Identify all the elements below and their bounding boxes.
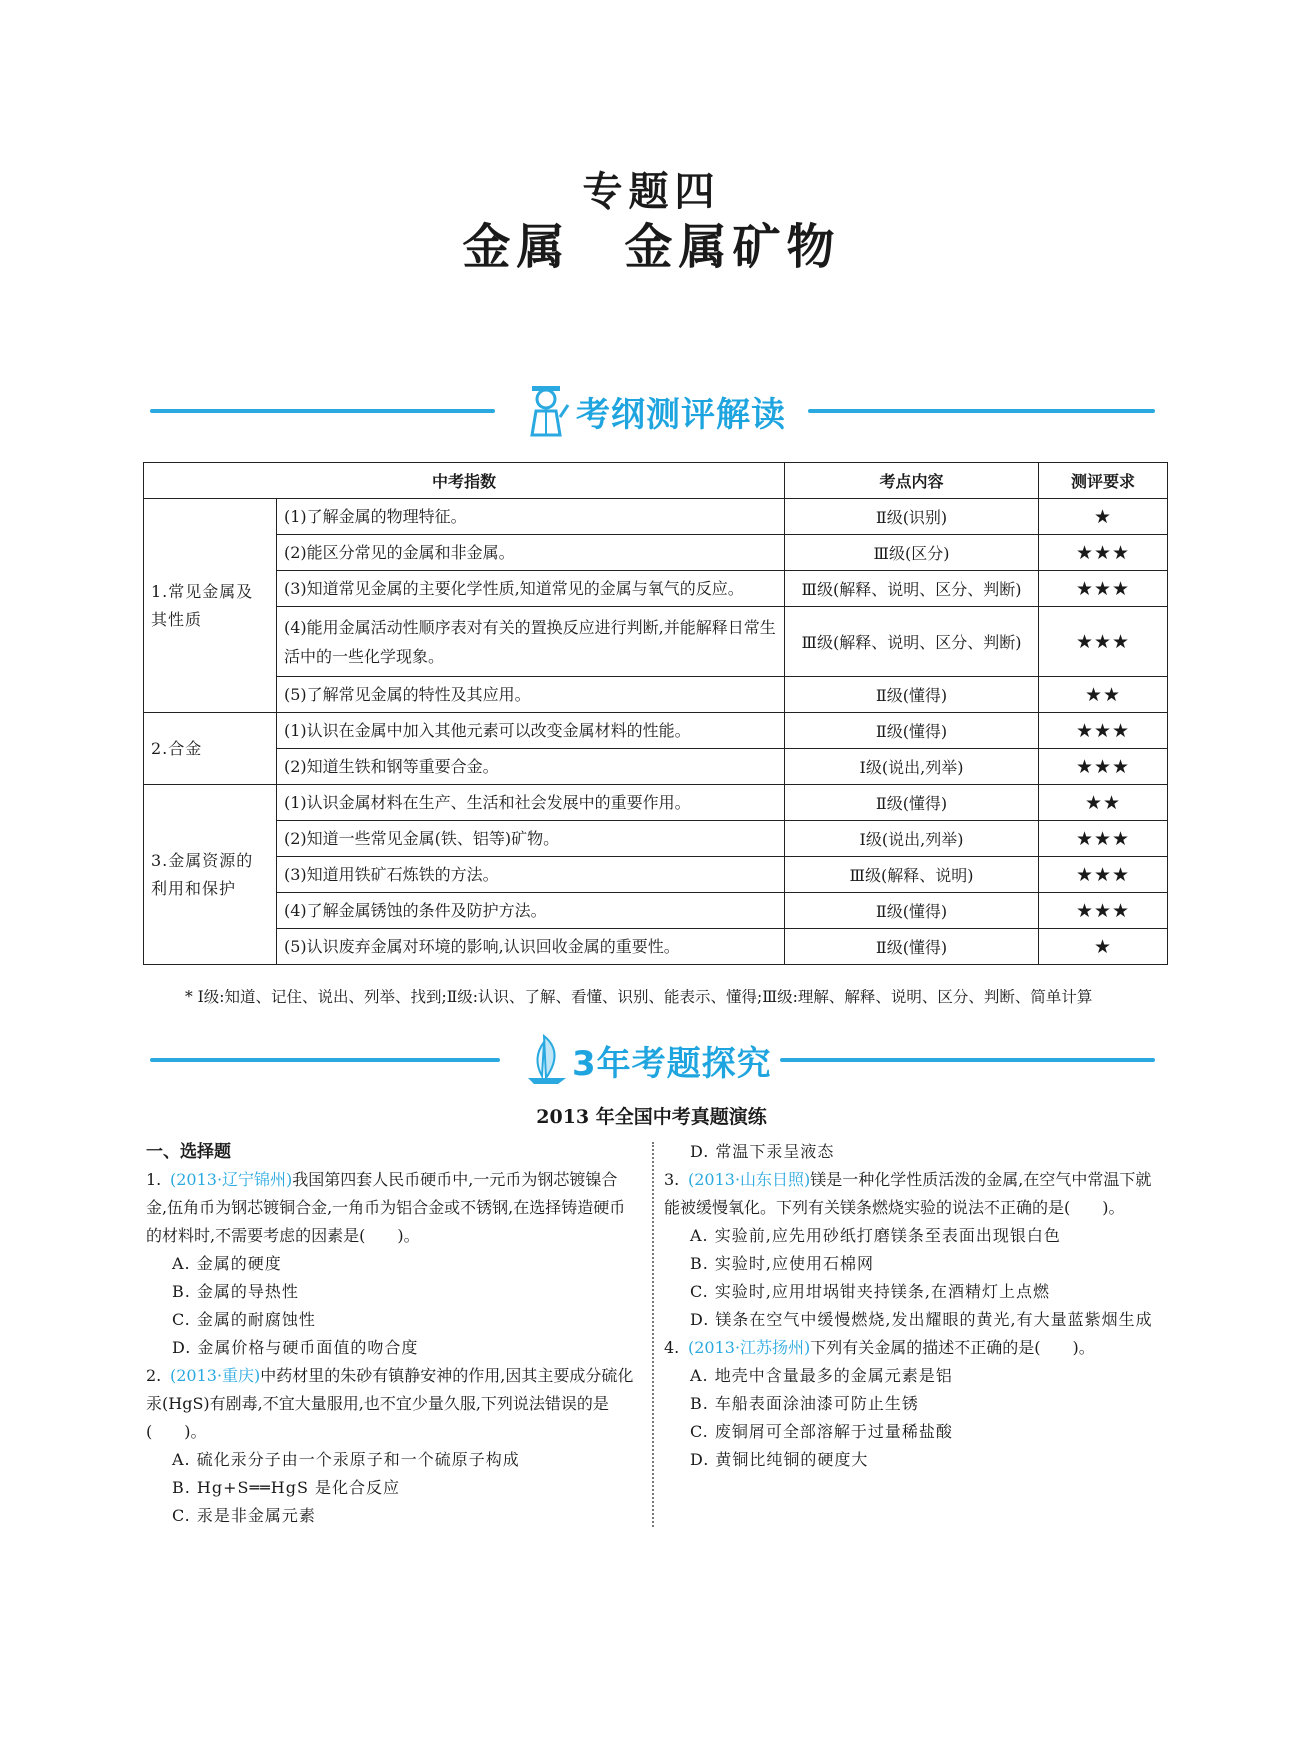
col-header-content: 考点内容 bbox=[785, 463, 1039, 499]
option-d[interactable]: D. 黄铜比纯铜的硬度大 bbox=[690, 1450, 869, 1469]
table-header-row bbox=[144, 463, 1168, 499]
option-a[interactable]: A. 地壳中含量最多的金属元素是铝 bbox=[690, 1366, 953, 1385]
column-divider bbox=[652, 1142, 654, 1527]
star-rating: ★★★ bbox=[1039, 749, 1168, 785]
question-source: (2013·江苏扬州) bbox=[688, 1338, 811, 1357]
question-number: 4. bbox=[664, 1338, 680, 1357]
requirement-cell: (2)知道一些常见金属(铁、铝等)矿物。 bbox=[277, 821, 785, 857]
sailboat-icon bbox=[524, 1032, 570, 1090]
star-rating: ★★★ bbox=[1039, 535, 1168, 571]
level-cell: Ⅲ级(解释、说明、区分、判断) bbox=[785, 571, 1039, 607]
table-row bbox=[144, 857, 1168, 893]
level-cell: Ⅱ级(识别) bbox=[785, 499, 1039, 535]
level-cell: Ⅱ级(懂得) bbox=[785, 713, 1039, 749]
question-3 bbox=[664, 1166, 1158, 1222]
question-number: 1. bbox=[146, 1170, 162, 1189]
option-c[interactable]: C. 金属的耐腐蚀性 bbox=[172, 1310, 316, 1329]
star-rating: ★★★ bbox=[1039, 607, 1168, 677]
question-number: 3. bbox=[664, 1170, 680, 1189]
level-cell: Ⅲ级(区分) bbox=[785, 535, 1039, 571]
question-text: 中药材里的朱砂有镇静安神的作用,因其主要成分硫化汞(HgS)有剧毒,不宜大量服用,也不宜少量久服,下列说法错误的是( )。 bbox=[146, 1366, 634, 1441]
option-a[interactable]: A. 金属的硬度 bbox=[172, 1254, 282, 1273]
requirement-cell: (1)认识金属材料在生产、生活和社会发展中的重要作用。 bbox=[277, 785, 785, 821]
question-text: 下列有关金属的描述不正确的是( )。 bbox=[810, 1338, 1095, 1357]
question-source: (2013·重庆) bbox=[170, 1366, 261, 1385]
question-2 bbox=[146, 1362, 638, 1446]
table-row bbox=[144, 749, 1168, 785]
topic-number: 专题四 bbox=[582, 169, 721, 215]
syllabus-table bbox=[143, 462, 1168, 965]
table-row bbox=[144, 535, 1168, 571]
level-cell: Ⅲ级(解释、说明) bbox=[785, 857, 1039, 893]
question-source: (2013·辽宁锦州) bbox=[170, 1170, 293, 1189]
question-source: (2013·山东日照) bbox=[688, 1170, 811, 1189]
option-b[interactable]: B. Hg+S══HgS 是化合反应 bbox=[172, 1478, 401, 1497]
level-cell: Ⅰ级(说出,列举) bbox=[785, 749, 1039, 785]
requirement-cell: (5)认识废弃金属对环境的影响,认识回收金属的重要性。 bbox=[277, 929, 785, 965]
question-1 bbox=[146, 1166, 638, 1250]
part-heading: 一、选择题 bbox=[146, 1142, 231, 1162]
section-header-syllabus bbox=[150, 383, 1155, 439]
level-footnote: * Ⅰ级:知道、记住、说出、列举、找到;Ⅱ级:认识、了解、看懂、识别、能表示、懂得;Ⅲ级:理解、解释、说明、区分、判断、简单计算 bbox=[185, 988, 1093, 1006]
option-d[interactable]: D. 常温下汞呈液态 bbox=[690, 1142, 835, 1161]
requirement-cell: (2)能区分常见的金属和非金属。 bbox=[277, 535, 785, 571]
question-text: 镁是一种化学性质活泼的金属,在空气中常温下就能被缓慢氧化。下列有关镁条燃烧实验的说法不正确的是( )。 bbox=[664, 1170, 1152, 1217]
table-row bbox=[144, 571, 1168, 607]
question-text: 我国第四套人民币硬币中,一元币为钢芯镀镍合金,伍角币为钢芯镀铜合金,一角币为铝合金或不锈钢,在选择铸造硬币的材料时,不需要考虑的因素是( )。 bbox=[146, 1170, 626, 1245]
star-rating: ★★★ bbox=[1039, 893, 1168, 929]
level-cell: Ⅱ级(懂得) bbox=[785, 785, 1039, 821]
requirement-cell: (3)知道用铁矿石炼铁的方法。 bbox=[277, 857, 785, 893]
col-header-index: 中考指数 bbox=[144, 463, 785, 499]
star-rating: ★ bbox=[1039, 499, 1168, 535]
option-b[interactable]: B. 车船表面涂油漆可防止生锈 bbox=[690, 1394, 919, 1413]
table-row bbox=[144, 499, 1168, 535]
page-title: 金属 金属矿物 bbox=[462, 219, 841, 275]
requirement-cell: (4)能用金属活动性顺序表对有关的置换反应进行判断,并能解释日常生活中的一些化学现象。 bbox=[277, 607, 785, 677]
table-row bbox=[144, 821, 1168, 857]
left-column bbox=[146, 1138, 638, 1530]
category-cell: 1.常见金属及其性质 bbox=[144, 499, 277, 713]
scholar-icon bbox=[522, 383, 570, 441]
category-cell: 3.金属资源的利用和保护 bbox=[144, 785, 277, 965]
section-header-exams bbox=[150, 1032, 1155, 1088]
option-d[interactable]: D. 金属价格与硬币面值的吻合度 bbox=[172, 1338, 419, 1357]
star-rating: ★★★ bbox=[1039, 571, 1168, 607]
level-cell: Ⅱ级(懂得) bbox=[785, 893, 1039, 929]
option-c[interactable]: C. 汞是非金属元素 bbox=[172, 1506, 316, 1525]
star-rating: ★★★ bbox=[1039, 857, 1168, 893]
option-c[interactable]: C. 废铜屑可全部溶解于过量稀盐酸 bbox=[690, 1422, 953, 1441]
table-row bbox=[144, 785, 1168, 821]
table-row bbox=[144, 929, 1168, 965]
table-row bbox=[144, 713, 1168, 749]
requirement-cell: (2)知道生铁和钢等重要合金。 bbox=[277, 749, 785, 785]
star-rating: ★★ bbox=[1039, 677, 1168, 713]
question-4 bbox=[664, 1334, 1158, 1362]
option-b[interactable]: B. 实验时,应使用石棉网 bbox=[690, 1254, 875, 1273]
level-cell: Ⅱ级(懂得) bbox=[785, 677, 1039, 713]
star-rating: ★★★ bbox=[1039, 821, 1168, 857]
section-title: 3年考题探究 bbox=[572, 1044, 772, 1084]
level-cell: Ⅰ级(说出,列举) bbox=[785, 821, 1039, 857]
star-rating: ★★ bbox=[1039, 785, 1168, 821]
requirement-cell: (5)了解常见金属的特性及其应用。 bbox=[277, 677, 785, 713]
col-header-requirement: 测评要求 bbox=[1039, 463, 1168, 499]
right-column bbox=[664, 1138, 1158, 1474]
table-row bbox=[144, 677, 1168, 713]
option-a[interactable]: A. 实验前,应先用砂纸打磨镁条至表面出现银白色 bbox=[690, 1226, 1061, 1245]
requirement-cell: (1)了解金属的物理特征。 bbox=[277, 499, 785, 535]
practice-subtitle: 2013 年全国中考真题演练 bbox=[536, 1106, 767, 1128]
requirement-cell: (4)了解金属锈蚀的条件及防护方法。 bbox=[277, 893, 785, 929]
level-cell: Ⅱ级(懂得) bbox=[785, 929, 1039, 965]
option-b[interactable]: B. 金属的导热性 bbox=[172, 1282, 299, 1301]
category-cell: 2.合金 bbox=[144, 713, 277, 785]
requirement-cell: (1)认识在金属中加入其他元素可以改变金属材料的性能。 bbox=[277, 713, 785, 749]
question-number: 2. bbox=[146, 1366, 162, 1385]
level-cell: Ⅲ级(解释、说明、区分、判断) bbox=[785, 607, 1039, 677]
star-rating: ★★★ bbox=[1039, 713, 1168, 749]
table-row bbox=[144, 607, 1168, 677]
star-rating: ★ bbox=[1039, 929, 1168, 965]
option-d[interactable]: D. 镁条在空气中缓慢燃烧,发出耀眼的黄光,有大量蓝紫烟生成 bbox=[690, 1310, 1153, 1329]
table-row bbox=[144, 893, 1168, 929]
requirement-cell: (3)知道常见金属的主要化学性质,知道常见的金属与氧气的反应。 bbox=[277, 571, 785, 607]
option-a[interactable]: A. 硫化汞分子由一个汞原子和一个硫原子构成 bbox=[172, 1450, 520, 1469]
option-c[interactable]: C. 实验时,应用坩埚钳夹持镁条,在酒精灯上点燃 bbox=[690, 1282, 1051, 1301]
section-title: 考纲测评解读 bbox=[576, 395, 786, 435]
